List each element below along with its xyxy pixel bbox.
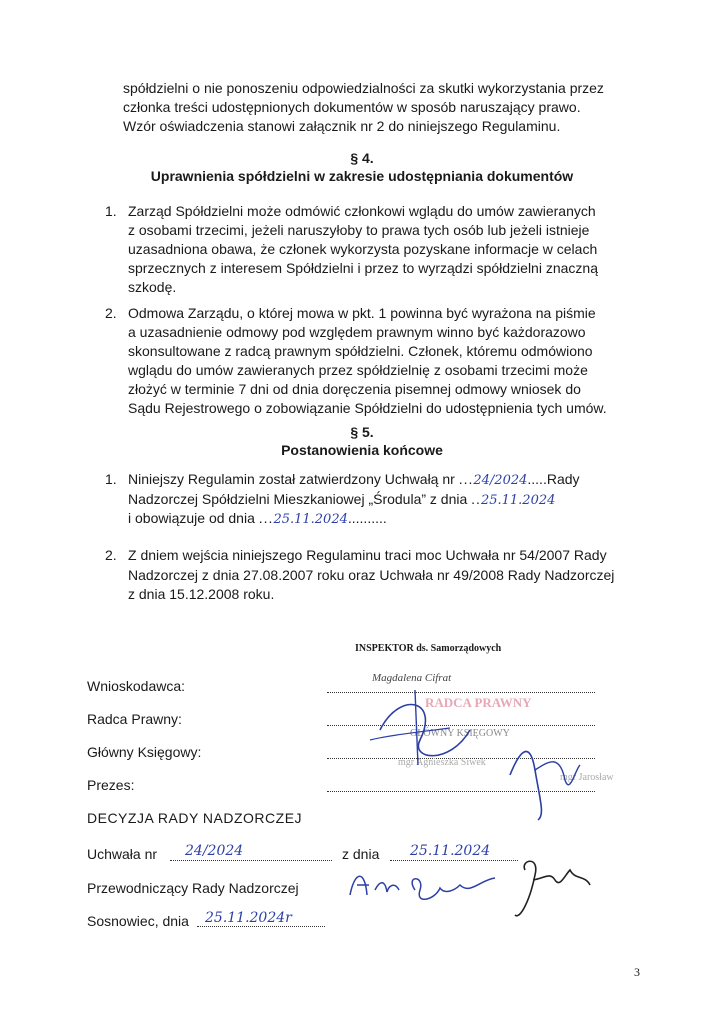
- s4-item-2-number: 2.: [105, 305, 117, 321]
- s4-item-1-line: szkodę.: [128, 279, 177, 295]
- s4-item-2-line: złożyć w terminie 7 dni od dnia doręczenia pisemnej odmowy wniosek do: [128, 381, 581, 397]
- s5-item-1-text-d: i obowiązuje od dnia: [128, 510, 255, 526]
- s4-item-1-line: sprzecznych z interesem Spółdzielni i przez to wyrządzi spółdzielni znaczną: [128, 260, 598, 276]
- s4-item-2-line: Sądu Rejestrowego o zobowiązanie Spółdzielni do udostępnienia tych umów.: [128, 400, 607, 416]
- s4-item-2-line: Odmowa Zarządu, o której mowa w pkt. 1 powinna być wyrażona na piśmie: [128, 305, 596, 321]
- section-5-number: § 5.: [350, 424, 374, 440]
- decision-date-handwritten: 25.11.2024: [410, 843, 491, 859]
- s5-item-2-line: Z dniem wejścia niniejszego Regulaminu traci moc Uchwała nr 54/2007 Rady: [128, 547, 607, 563]
- s5-item-1-line-2: [128, 490, 555, 510]
- section-5-title: Postanowienia końcowe: [281, 442, 443, 458]
- s5-item-2-number: 2.: [105, 547, 117, 563]
- inspector-stamp-name: Magdalena Cifrat: [372, 672, 452, 684]
- place-date-dotline: [197, 926, 325, 927]
- place-date-handwritten: 25.11.2024r: [205, 910, 292, 926]
- intro-line-2: członka treści udostępnionych dokumentów w sposób naruszający prawo.: [123, 99, 581, 115]
- s5-item-1-line-1: [128, 470, 580, 490]
- place-date-label: Sosnowiec, dnia: [87, 913, 189, 929]
- uchwala-dotline: [170, 860, 332, 861]
- signature-scribbles: [360, 670, 620, 830]
- inspector-stamp: INSPEKTOR ds. Samorządowych: [355, 643, 502, 654]
- s4-item-1-line: Zarząd Spółdzielni może odmówić członkowi wglądu do umów zawieranych: [128, 203, 596, 219]
- section-4-title: Uprawnienia spółdzielni w zakresie udostępniania dokumentów: [150, 168, 574, 184]
- s4-item-1-line: uzasadniona obawa, że członek wykorzysta pozyskane informacje w celach: [128, 241, 598, 257]
- s5-item-2-line: Nadzorczej z dnia 27.08.2007 roku oraz Uchwała nr 49/2008 Rady Nadzorczej: [128, 567, 615, 583]
- dot-leader: ..: [471, 491, 481, 507]
- uchwala-label: Uchwała nr: [87, 846, 158, 862]
- signature-label-ksiegowy: Główny Księgowy:: [87, 744, 202, 760]
- s5-item-1-text-e: ..........: [347, 510, 387, 526]
- handwritten-resolution-number: 24/2024: [473, 473, 528, 488]
- stamp-name: mgr Jarosław: [560, 772, 614, 783]
- stamp-glowny-ksiegowy: GŁÓWNY KSIĘGOWY: [410, 728, 510, 739]
- handwritten-date: 25.11.2024: [273, 512, 348, 527]
- signature-label-radca: Radca Prawny:: [87, 711, 182, 727]
- intro-line-3: Wzór oświadczenia stanowi załącznik nr 2 do niniejszego Regulaminu.: [123, 118, 561, 134]
- stamp-name: mgr Agnieszka Siwek: [398, 757, 486, 768]
- uchwala-handwritten-number: 24/2024: [185, 843, 244, 859]
- dot-leader: ...: [458, 471, 474, 487]
- signature-label-wnioskodawca: Wnioskodawca:: [87, 678, 186, 694]
- s5-item-1-text-c: Nadzorczej Spółdzielni Mieszkaniowej „Środula” z dnia: [128, 491, 468, 507]
- chair-signature: [345, 850, 605, 930]
- s4-item-2-line: a uzasadnienie odmowy pod względem prawnym winno być każdorazowo: [128, 324, 586, 340]
- stamp-radca-prawny: RADCA PRAWNY: [425, 695, 532, 710]
- page-number: 3: [634, 965, 640, 979]
- handwritten-date: 25.11.2024: [480, 493, 556, 508]
- s5-item-2-line: z dnia 15.12.2008 roku.: [128, 586, 275, 602]
- s5-item-1-text-a: Niniejszy Regulamin został zatwierdzony Uchwałą nr: [128, 471, 455, 487]
- dot-leader: ...: [258, 510, 274, 526]
- s5-item-1-line-3: [128, 509, 387, 529]
- s4-item-2-line: skonsultowane z radcą prawnym spółdzielni. Członek, któremu odmówiono: [128, 343, 593, 359]
- s4-item-1-line: z osobami trzecimi, jeżeli naruszyłoby to prawa tych osób lub jeżeli istnieje: [128, 222, 590, 238]
- decision-date-label: z dnia: [342, 846, 380, 862]
- s4-item-2-line: wglądu do umów zawieranych przez spółdzielnię z osobami trzecimi może: [128, 362, 588, 378]
- decision-title: DECYZJA RADY NADZORCZEJ: [87, 810, 303, 826]
- intro-line-1: spółdzielni o nie ponoszeniu odpowiedzialności za skutki wykorzystania przez: [123, 80, 604, 96]
- section-4-number: § 4.: [350, 150, 374, 166]
- s4-item-1-number: 1.: [105, 203, 117, 219]
- s5-item-1-number: 1.: [105, 471, 117, 487]
- signature-label-prezes: Prezes:: [87, 777, 135, 793]
- chair-label: Przewodniczący Rady Nadzorczej: [87, 880, 299, 896]
- s5-item-1-text-b: .....Rady: [527, 471, 580, 487]
